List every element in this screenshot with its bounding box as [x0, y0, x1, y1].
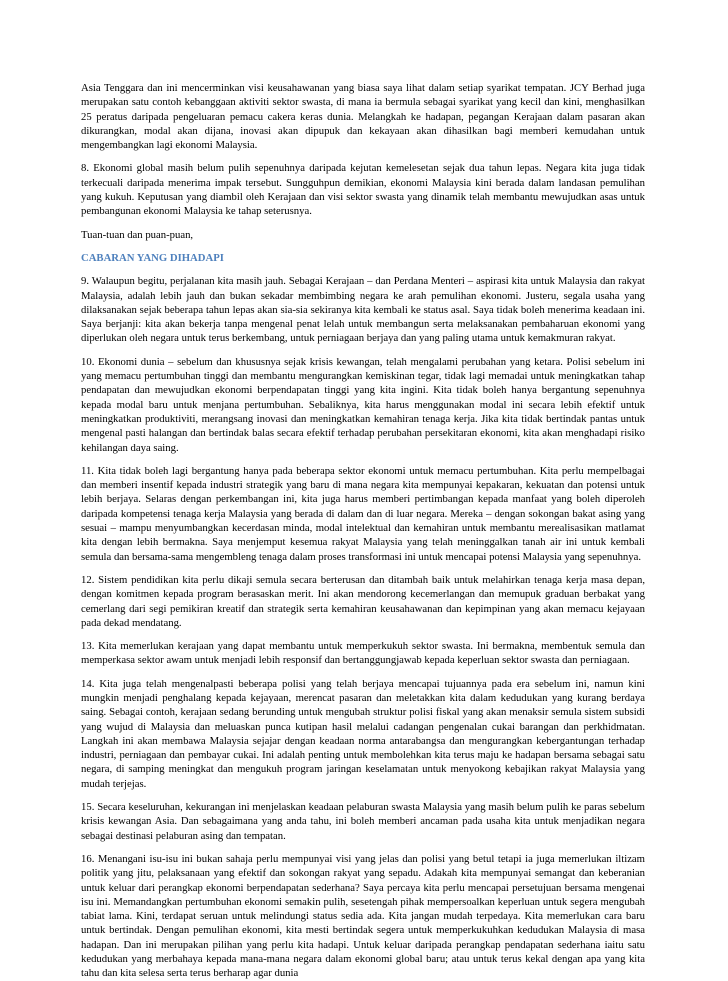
paragraph-16: 16. Menangani isu-isu ini bukan sahaja perlu mempunyai visi yang jelas dan polisi yang betul tetapi ia juga memerlukan iltizam politik yang jitu, pelaksanaan yang efektif dan sokongan rakyat yang sepadu. Adakah kita mempunyai semangat dan keberanian untuk keluar dari perangkap ekonomi berpendapatan sederhana? Saya percaya kita perlu mencapai persetujuan bersama mengenai isu ini. Memandangkan pertumbuhan ekonomi semakin pulih, sesetengah pihak mempersoalkan keperluan untuk segera mengubah tabiat lama. Kini, terdapat seruan untuk melindungi status sedia ada. Kita jangan mudah terpedaya. Kita memerlukan cara baru untuk bertindak. Dengan pemulihan ekonomi, kita mesti bertindak segera untuk memperkukuhkan kedudukan Malaysia di masa hadapan. Dan ini merupakan pilihan yang perlu kita hadapi. Untuk keluar daripada perangkap pendapatan sederhana iaitu satu kedudukan yang merbahaya kepada mana-mana negara dalam ekonomi global baru; atau untuk terus kekal dengan apa yang kita tahu dan kita selesa serta terus berharap agar dunia — [81, 852, 645, 980]
section-heading: CABARAN YANG DIHADAPI — [81, 251, 224, 264]
paragraph-12: 12. Sistem pendidikan kita perlu dikaji semula secara berterusan dan ditambah baik untuk melahirkan tenaga kerja masa depan, dengan komitmen kepada program berasaskan merit. Ini akan mendorong kecemerlangan dan memupuk graduan berbakat yang cemerlang dari segi pemikiran kreatif dan strategik serta kemahiran keusahawanan dan kepimpinan yang akan memacu kejayaan pada dekad mendatang. — [81, 573, 645, 629]
paragraph-8: 8. Ekonomi global masih belum pulih sepenuhnya daripada kejutan kemelesetan sejak dua tahun lepas. Negara kita juga tidak terkecuali daripada menerima impak tersebut. Sungguhpun demikian, ekonomi Malaysia kini berada dalam landasan pemulihan yang kukuh. Keputusan yang diambil oleh Kerajaan dan visi sektor swasta yang dinamik telah membantu mewujudkan asas untuk pembangunan ekonomi Malaysia ke tahap seterusnya. — [81, 162, 645, 218]
paragraph-15: 15. Secara keseluruhan, kekurangan ini menjelaskan keadaan pelaburan swasta Malaysia yang masih belum pulih ke paras sebelum krisis kewangan Asia. Dan sebagaimana yang anda tahu, ini boleh memberi ancaman pada usaha kita untuk menjadikan negara sebagai destinasi pelaburan asing dan tempatan. — [81, 801, 645, 842]
paragraph-14: 14. Kita juga telah mengenalpasti beberapa polisi yang telah berjaya mencapai tujuannya pada era sebelum ini, namun kini mungkin menjadi penghalang kepada kejayaan, merencat pasaran dan meletakkan kita dalam kedudukan yang kurang berdaya saing. Sebagai contoh, kerajaan sedang berunding untuk mengubah struktur polisi fiskal yang akan menaksir semula sistem subsidi yang wujud di Malaysia dan meluaskan punca kutipan hasil melalui cadangan pengenalan cukai barangan dan perkhidmatan. Langkah ini akan membawa Malaysia sejajar dengan keadaan norma antarabangsa dan mengurangkan kebergantungan terhadap industri, perniagaan dan pembayar cukai. Ini adalah penting untuk membolehkan kita terus maju ke hadapan bersama sebagai satu negara, di samping meningkat dan mengukuh program jaringan keselamatan untuk menyokong kebajikan rakyat Malaysia yang mudah terjejas. — [81, 677, 645, 790]
paragraph-13: 13. Kita memerlukan kerajaan yang dapat membantu untuk memperkukuh sektor swasta. Ini bermakna, membentuk semula dan memperkasa sektor awam untuk menjadi lebih responsif dan bertanggungjawab kepada keperluan sektor swasta dan perniagaan. — [81, 640, 645, 667]
paragraph-11: 11. Kita tidak boleh lagi bergantung hanya pada beberapa sektor ekonomi untuk memacu pertumbuhan. Kita perlu mempelbagai dan memberi insentif kepada industri strategik yang baru di mana negara kita mempunyai kepakaran, kekuatan dan potensi untuk lebih berjaya. Selaras dengan perkembangan ini, kita juga harus memberi pertimbangan kepada manfaat yang boleh diperoleh daripada kompetensi tenaga kerja Malaysia yang berada di dalam dan di luar negara. Mereka – dengan sokongan bakat asing yang sesuai – mampu menyumbangkan kecerdasan minda, modal intelektual dan kemahiran untuk membantu merealisasikan matlamat kita dengan lebih bermakna. Saya menjemput kesemua rakyat Malaysia yang telah meninggalkan tanah air ini untuk kembali semula dan bersama-sama mengembleng tenaga dalam proses transformasi ini untuk mencapai potensi Malaysia yang sepenuhnya. — [81, 464, 645, 563]
paragraph-9: 9. Walaupun begitu, perjalanan kita masih jauh. Sebagai Kerajaan – dan Perdana Menteri – aspirasi kita untuk Malaysia dan rakyat Malaysia, adalah lebih jauh dan bukan sekadar membimbing negara ke arah pemulihan ekonomi. Justeru, segala usaha yang dilaksanakan sejak beberapa tahun lepas akan sia-sia sekiranya kita kembali ke status asal. Saya tidak boleh menerima keadaan ini. Saya berjanji: kita akan bekerja tanpa mengenal penat lelah untuk membangun serta melaksanakan pembaharuan ekonomi yang diperlukan oleh negara untuk terus berkembang, untuk perniagaan berjaya dan yang paling utama untuk kemakmuran rakyat. — [81, 275, 645, 345]
salutation: Tuan-tuan dan puan-puan, — [81, 228, 194, 241]
paragraph-10: 10. Ekonomi dunia – sebelum dan khususnya sejak krisis kewangan, telah mengalami perubahan yang ketara. Polisi sebelum ini yang memacu pertumbuhan tinggi dan membantu mengurangkan kemiskinan tegar, tidak lagi memadai untuk meningkatkan tahap pendapatan dan mewujudkan ekonomi berpendapatan tinggi yang kita ingini. Kita tidak boleh hanya bergantung sepenuhnya kepada modal baru untuk menjana pertumbuhan. Sebaliknya, kita harus menggunakan modal ini secara lebih efektif untuk meningkatkan produktiviti, merangsang inovasi dan meningkatkan kemahiran tenaga kerja. Jika kita tidak bertindak pantas untuk mengenal pasti halangan dan bertindak balas secara efektif terhadap perubahan persekitaran ekonomi, kita akan menghadapi risiko kehilangan daya saing. — [81, 355, 645, 454]
paragraph-continuation: Asia Tenggara dan ini mencerminkan visi keusahawanan yang biasa saya lihat dalam setiap syarikat tempatan. JCY Berhad juga merupakan satu contoh kebanggaan aktiviti sektor swasta, di mana ia bermula sebagai syarikat yang kecil dan kini, menghasilkan 25 peratus daripada pengeluaran pemacu cakera keras dunia. Melangkah ke hadapan, pegangan Kerajaan dalam pasaran akan dikurangkan, modal akan dijana, inovasi akan dipupuk dan kekayaan akan dihasilkan bagi memberi kemudahan untuk mengembangkan lagi ekonomi Malaysia. — [81, 82, 645, 152]
